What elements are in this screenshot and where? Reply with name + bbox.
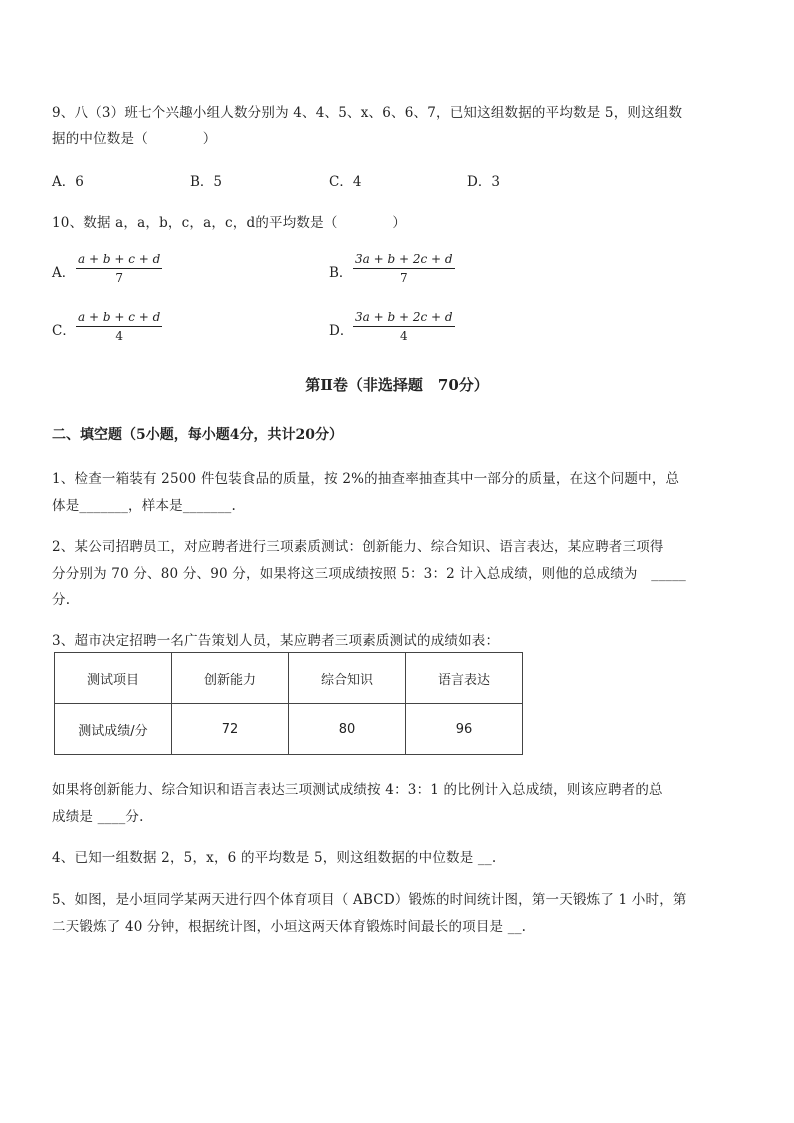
fraction-numerator: a + b + c + d bbox=[76, 252, 162, 269]
table-cell: 96 bbox=[406, 704, 523, 755]
fraction-denominator: 7 bbox=[399, 271, 408, 285]
q9-stem-line1: 9、八（3）班七个兴趣小组人数分别为 4、4、5、x、6、6、7，已知这组数据的平均数是 5，则这组数 bbox=[52, 105, 683, 121]
fraction-numerator: a + b + c + d bbox=[76, 310, 162, 327]
table-row bbox=[55, 704, 523, 755]
fill-q1-line1: 1、检查一箱装有 2500 件包装食品的质量，按 2%的抽查率抽查其中一部分的质量，在这个问题中，总 bbox=[52, 471, 680, 487]
table-header-cell: 语言表达 bbox=[406, 653, 523, 704]
part2-title: 第Ⅱ卷（非选择题 70分） bbox=[305, 376, 489, 394]
fill-q2-line3: 分. bbox=[52, 592, 71, 608]
fill-q4-line1: 4、已知一组数据 2，5，x，6 的平均数是 5，则这组数据的中位数是 __. bbox=[52, 850, 497, 866]
table-cell: 80 bbox=[289, 704, 406, 755]
fill-q5-line1: 5、如图，是小垣同学某两天进行四个体育项目（ ABCD）锻炼的时间统计图，第一天锻炼了 1 小时，第 bbox=[52, 892, 687, 908]
fraction-denominator: 7 bbox=[115, 271, 123, 285]
fill-in-section-heading: 二、填空题（5小题，每小题4分，共计20分） bbox=[52, 427, 343, 443]
score-table bbox=[54, 652, 523, 755]
q10-option-c-label: C． bbox=[52, 323, 76, 339]
q10-option-a-fraction bbox=[76, 252, 162, 285]
fill-q3-after-line2: 成绩是 ____分. bbox=[52, 809, 144, 825]
table-header-cell: 测试项目 bbox=[55, 653, 172, 704]
q9-option-d: D．3 bbox=[467, 174, 500, 190]
q10-option-c-fraction bbox=[76, 310, 162, 343]
fill-q2-line2: 分分别为 70 分、80 分、90 分，如果将这三项成绩按照 5：3：2 计入总成绩，则他的总成绩为 _____ bbox=[52, 566, 686, 582]
table-row bbox=[55, 653, 523, 704]
fraction-numerator: 3a + b + 2c + d bbox=[353, 310, 455, 327]
fill-q1-line2: 体是_______，样本是_______. bbox=[52, 498, 236, 514]
fill-q2-line1: 2、某公司招聘员工，对应聘者进行三项素质测试：创新能力、综合知识、语言表达，某应聘者三项得 bbox=[52, 539, 664, 555]
q9-stem-line2: 据的中位数是（ ） bbox=[52, 131, 217, 147]
q10-stem: 10、数据 a，a，b，c，a，c，d的平均数是（ ） bbox=[52, 215, 407, 231]
q10-option-d-label: D． bbox=[329, 323, 354, 339]
fill-q3-after-line1: 如果将创新能力、综合知识和语言表达三项测试成绩按 4：3：1 的比例计入总成绩，则该应聘者的总 bbox=[52, 782, 663, 798]
fraction-numerator: 3a + b + 2c + d bbox=[353, 252, 455, 269]
table-cell: 72 bbox=[172, 704, 289, 755]
fill-q3-stem: 3、超市决定招聘一名广告策划人员，某应聘者三项素质测试的成绩如表： bbox=[52, 633, 500, 649]
table-cell: 测试成绩/分 bbox=[55, 704, 172, 755]
q9-option-c: C．4 bbox=[329, 174, 362, 190]
table-header-cell: 创新能力 bbox=[172, 653, 289, 704]
fraction-denominator: 4 bbox=[399, 329, 408, 343]
q9-option-b: B．5 bbox=[190, 174, 223, 190]
q9-option-a: A．6 bbox=[52, 174, 84, 190]
table-header-cell: 综合知识 bbox=[289, 653, 406, 704]
fraction-denominator: 4 bbox=[115, 329, 123, 343]
q10-option-d-fraction bbox=[353, 310, 455, 343]
q10-option-b-fraction bbox=[353, 252, 455, 285]
fill-q5-line2: 二天锻炼了 40 分钟，根据统计图，小垣这两天体育锻炼时间最长的项目是 __. bbox=[52, 919, 527, 935]
q10-option-a-label: A． bbox=[52, 265, 76, 281]
q10-option-b-label: B． bbox=[329, 265, 353, 281]
